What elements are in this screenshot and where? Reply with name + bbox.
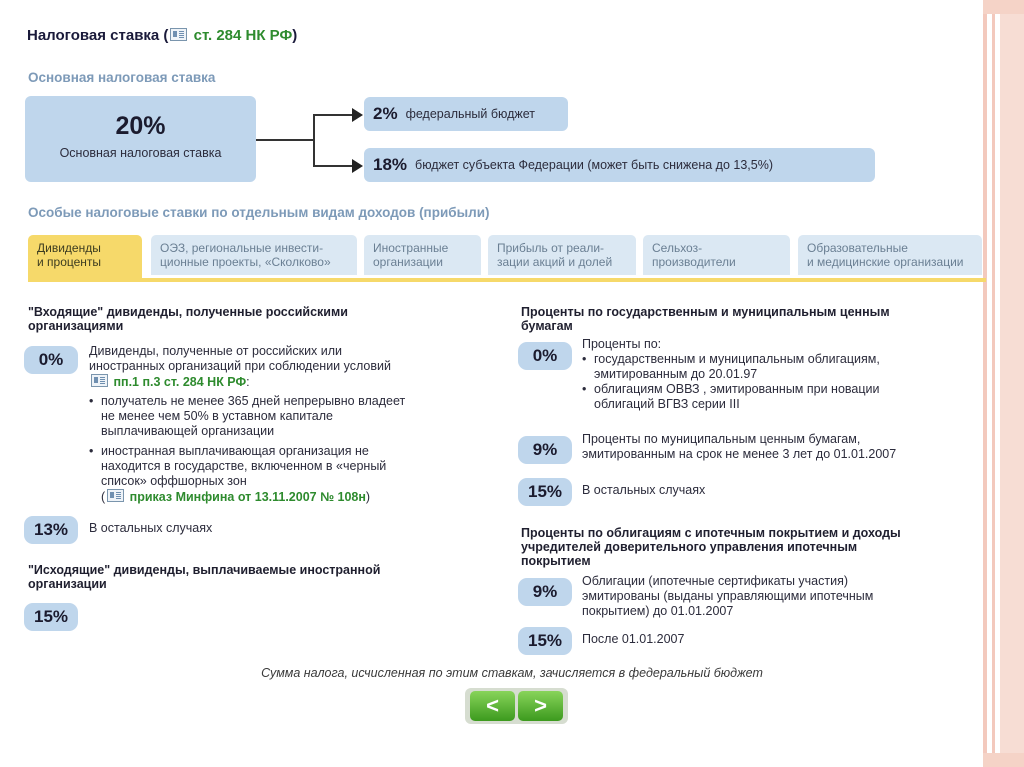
gov-securities-heading <box>521 305 890 333</box>
page-title <box>27 27 297 44</box>
tab-label: Прибыль от реали- <box>497 241 605 255</box>
navigation-buttons <box>465 688 568 724</box>
regional-budget-box <box>364 148 875 182</box>
tab-label: Дивиденды <box>37 241 101 255</box>
text-line: Проценты по: <box>582 337 662 351</box>
rate-badge: 0% <box>518 342 572 370</box>
condition-item <box>89 444 469 505</box>
heading-line: "Входящие" дивиденды, полученные российскими <box>28 305 348 319</box>
prev-button[interactable] <box>470 691 515 721</box>
text-line: находится в государстве, включенном в «черный <box>101 459 387 473</box>
document-icon[interactable] <box>91 374 108 387</box>
main-rate-heading: Основная налоговая ставка <box>28 70 216 85</box>
heading-line: учредителей доверительного управления ипотечным <box>521 540 858 554</box>
condition-item <box>89 394 469 439</box>
text-line: покрытием) до 01.01.2007 <box>582 604 734 618</box>
condition-item <box>582 352 962 382</box>
tab-sez[interactable] <box>151 235 357 275</box>
heading-line: "Исходящие" дивиденды, выплачиваемые иностранной <box>28 563 381 577</box>
title-suffix: ) <box>292 27 298 44</box>
order-reference <box>101 489 469 505</box>
mortgage-rate9-description <box>582 574 873 619</box>
rate-badge: 9% <box>518 436 572 464</box>
tab-label: организации <box>373 255 443 269</box>
decorative-stripe-cap <box>983 0 1024 14</box>
connector-line <box>313 165 353 167</box>
main-rate-label: Основная налоговая ставка <box>59 146 222 160</box>
connector-line <box>313 114 315 167</box>
footnote: Сумма налога, исчисленная по этим ставкам, зачисляется в федеральный бюджет <box>261 666 763 680</box>
tab-underline <box>28 278 986 282</box>
zero-rate-description <box>89 344 469 505</box>
punctuation: ) <box>365 490 371 504</box>
outgoing-dividends-heading <box>28 563 380 591</box>
heading-line: покрытием <box>521 554 591 568</box>
text-line: Проценты по муниципальным ценным бумагам, <box>582 432 861 446</box>
text-line: иностранных организаций при соблюдении условий <box>89 359 391 373</box>
mortgage-rate15-description: После 01.01.2007 <box>582 632 685 646</box>
law-link[interactable]: пп.1 п.3 ст. 284 НК РФ <box>113 375 247 389</box>
text-line: выплачивающей организации <box>101 424 275 438</box>
punctuation: ( <box>101 490 106 504</box>
mortgage-heading <box>521 526 901 568</box>
rate-badge: 0% <box>24 346 78 374</box>
heading-line: бумагам <box>521 319 573 333</box>
connector-line <box>313 114 353 116</box>
rate-badge: 15% <box>518 627 572 655</box>
text-line: Облигации (ипотечные сертификаты участия) <box>582 574 849 588</box>
law-link[interactable]: ст. 284 НК РФ <box>193 27 293 44</box>
text-line: • облигациям ОВВЗ , эмитированным при новации <box>594 382 880 396</box>
text-line: Дивиденды, полученные от российских или <box>89 344 343 358</box>
tab-label: производители <box>652 255 736 269</box>
title-prefix: Налоговая ставка ( <box>27 27 169 44</box>
tab-foreign[interactable] <box>364 235 481 275</box>
tab-label: Образовательные <box>807 241 908 255</box>
special-rates-heading: Особые налоговые ставки по отдельным видам доходов (прибыли) <box>28 205 490 220</box>
text-line: список» оффшорных зон <box>101 474 247 488</box>
chevron-left-icon: < <box>486 693 499 718</box>
text-line: эмитированы (выданы управляющими ипотечным <box>582 589 874 603</box>
tab-label: Сельхоз- <box>652 241 703 255</box>
tab-shares[interactable] <box>488 235 636 275</box>
order-link[interactable]: приказ Минфина от 13.11.2007 № 108н <box>129 490 366 504</box>
text-line: • государственным и муниципальным облигациям, <box>594 352 880 366</box>
main-rate-value: 20% <box>115 112 166 140</box>
heading-line: Проценты по государственным и муниципальным ценным <box>521 305 890 319</box>
rate13-description: В остальных случаях <box>89 521 213 535</box>
connector-line <box>256 139 314 141</box>
incoming-dividends-heading <box>28 305 348 333</box>
rate-badge: 9% <box>518 578 572 606</box>
regional-label: бюджет субъекта Федерации (может быть снижена до 13,5%) <box>415 158 773 172</box>
tab-label: ОЭЗ, региональные инвести- <box>160 241 324 255</box>
heading-line: Проценты по облигациям с ипотечным покрытием и доходы <box>521 526 901 540</box>
text-line: • иностранная выплачивающая организация не <box>101 444 369 458</box>
document-icon[interactable] <box>107 489 124 502</box>
text-line: не менее чем 50% в уставном капитале <box>101 409 333 423</box>
tab-dividends[interactable] <box>28 235 142 279</box>
next-button[interactable] <box>518 691 563 721</box>
text-line: • получатель не менее 365 дней непрерывно владеет <box>101 394 406 408</box>
rate-badge: 15% <box>24 603 78 631</box>
text-line: эмитированным до 20.01.97 <box>594 367 758 381</box>
tab-bar <box>28 235 986 279</box>
regional-rate: 18% <box>373 155 408 174</box>
tab-education[interactable] <box>798 235 982 275</box>
gov-zero-description <box>582 337 962 412</box>
federal-label: федеральный бюджет <box>405 107 536 121</box>
text-line: эмитированным на срок не менее 3 лет до 01.01.2007 <box>582 447 897 461</box>
tab-label: и проценты <box>37 255 102 269</box>
tab-label: и медицинские организации <box>807 255 964 269</box>
document-icon[interactable] <box>170 28 187 41</box>
heading-line: организации <box>28 577 107 591</box>
arrow-right-icon <box>352 159 363 173</box>
condition-item <box>582 382 962 412</box>
punctuation: : <box>246 375 250 389</box>
tab-label: зации акций и долей <box>497 255 613 269</box>
tab-label: Иностранные <box>373 241 449 255</box>
rate-badge: 13% <box>24 516 78 544</box>
decorative-stripe <box>1000 0 1024 767</box>
text-line: облигаций ВГВЗ серии III <box>594 397 740 411</box>
main-rate-box <box>25 96 256 182</box>
decorative-stripe <box>992 0 995 767</box>
decorative-stripe <box>983 0 987 767</box>
decorative-stripe-cap <box>983 753 1024 767</box>
law-reference <box>89 374 469 390</box>
gov-rate9-description <box>582 432 896 462</box>
rate-badge: 15% <box>518 478 572 506</box>
tab-agri[interactable] <box>643 235 790 275</box>
tab-label: ционные проекты, «Сколково» <box>160 255 331 269</box>
arrow-right-icon <box>352 108 363 122</box>
federal-budget-box <box>364 97 568 131</box>
heading-line: организациями <box>28 319 124 333</box>
federal-rate: 2% <box>373 104 398 123</box>
chevron-right-icon: > <box>534 693 547 718</box>
gov-rate15-description: В остальных случаях <box>582 483 706 497</box>
